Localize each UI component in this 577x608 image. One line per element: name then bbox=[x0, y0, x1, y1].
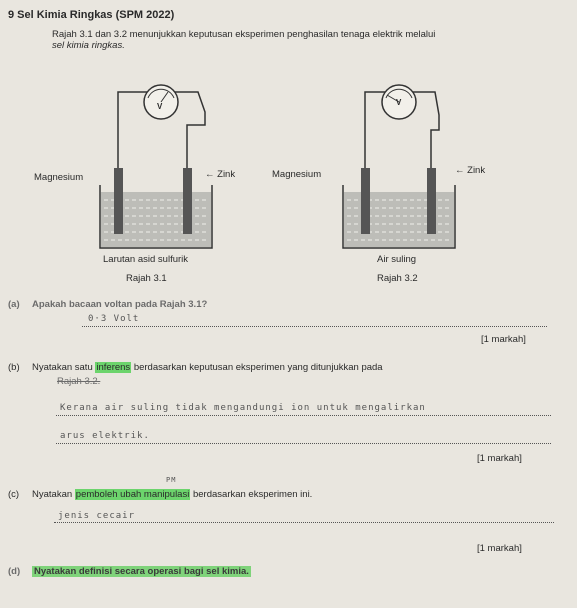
question-b-number: (b) bbox=[8, 362, 20, 373]
magnesium-electrode bbox=[361, 168, 370, 234]
question-d bbox=[8, 566, 251, 578]
answer-b-line-1: Kerana air suling tidak mengandungi ion untuk mengalirkan bbox=[60, 403, 426, 413]
question-b-highlight: inferens bbox=[96, 362, 131, 373]
question-title: 9 Sel Kimia Ringkas (SPM 2022) bbox=[8, 9, 175, 21]
question-b-note: PM bbox=[166, 476, 177, 484]
question-c-text-before: Nyatakan bbox=[32, 489, 75, 500]
meter-letter: V bbox=[396, 98, 402, 107]
answer-a-line-1: 0·3 Volt bbox=[88, 314, 140, 324]
zinc-electrode bbox=[183, 168, 192, 234]
question-a bbox=[8, 299, 207, 311]
figure-3-1-caption: Rajah 3.1 bbox=[126, 273, 167, 284]
question-c-number: (c) bbox=[8, 489, 20, 500]
question-a-number: (a) bbox=[8, 299, 20, 310]
figure-3-2-caption: Rajah 3.2 bbox=[377, 273, 418, 284]
zinc-electrode bbox=[427, 168, 436, 234]
question-b-marks: [1 markah] bbox=[477, 453, 522, 464]
question-b-text-after: berdasarkan keputusan eksperimen yang ditunjukkan pada bbox=[131, 362, 383, 373]
question-c-marks: [1 markah] bbox=[477, 543, 522, 554]
question-a-text: Apakah bacaan voltan pada Rajah 3.1? bbox=[32, 299, 208, 310]
figure-3-1-label-solution: Larutan asid sulfurik bbox=[103, 254, 189, 265]
figure-3-2-label-zinc bbox=[455, 165, 485, 176]
question-c-highlight: pemboleh ubah manipulasi bbox=[75, 489, 190, 500]
figure-3-1-zinc-text: Zink bbox=[217, 169, 236, 180]
question-b-line-2: Rajah 3.2. bbox=[57, 376, 101, 387]
question-b-text-before: Nyatakan satu bbox=[32, 362, 96, 373]
answer-a-rule bbox=[82, 326, 547, 327]
question-intro bbox=[52, 29, 532, 51]
answer-c-line-1: jenis cecair bbox=[58, 511, 136, 521]
figure-3-2-diagram bbox=[335, 80, 470, 252]
question-a-marks: [1 markah] bbox=[481, 334, 526, 345]
answer-b-rule-2 bbox=[56, 443, 551, 444]
question-d-text: Nyatakan definisi secara operasi bagi sel kimia. bbox=[34, 566, 249, 577]
answer-b-line-2: arus elektrik. bbox=[60, 431, 150, 441]
figure-3-1-label-zinc bbox=[205, 169, 235, 180]
figure-3-1-label-magnesium: Magnesium bbox=[34, 172, 84, 183]
figure-3-2-zinc-text: Zink bbox=[467, 165, 486, 176]
question-b bbox=[8, 362, 383, 374]
label-arrow: ← bbox=[455, 165, 468, 176]
intro-line-2: sel kimia ringkas. bbox=[52, 40, 125, 51]
figure-3-2-label-magnesium: Magnesium bbox=[272, 169, 322, 180]
question-c bbox=[8, 489, 312, 501]
answer-c-rule bbox=[54, 522, 554, 523]
figure-3-1-diagram bbox=[90, 80, 230, 252]
label-arrow: ← bbox=[205, 169, 218, 180]
figure-3-2-label-solution: Air suling bbox=[377, 254, 417, 265]
meter-letter: V bbox=[157, 102, 163, 111]
answer-b-rule-1 bbox=[56, 415, 551, 416]
question-c-text-after: berdasarkan eksperimen ini. bbox=[190, 489, 313, 500]
magnesium-electrode bbox=[114, 168, 123, 234]
intro-line-1: Rajah 3.1 dan 3.2 menunjukkan keputusan eksperimen penghasilan tenaga elektrik melalui bbox=[52, 29, 436, 40]
question-d-number: (d) bbox=[8, 566, 21, 577]
